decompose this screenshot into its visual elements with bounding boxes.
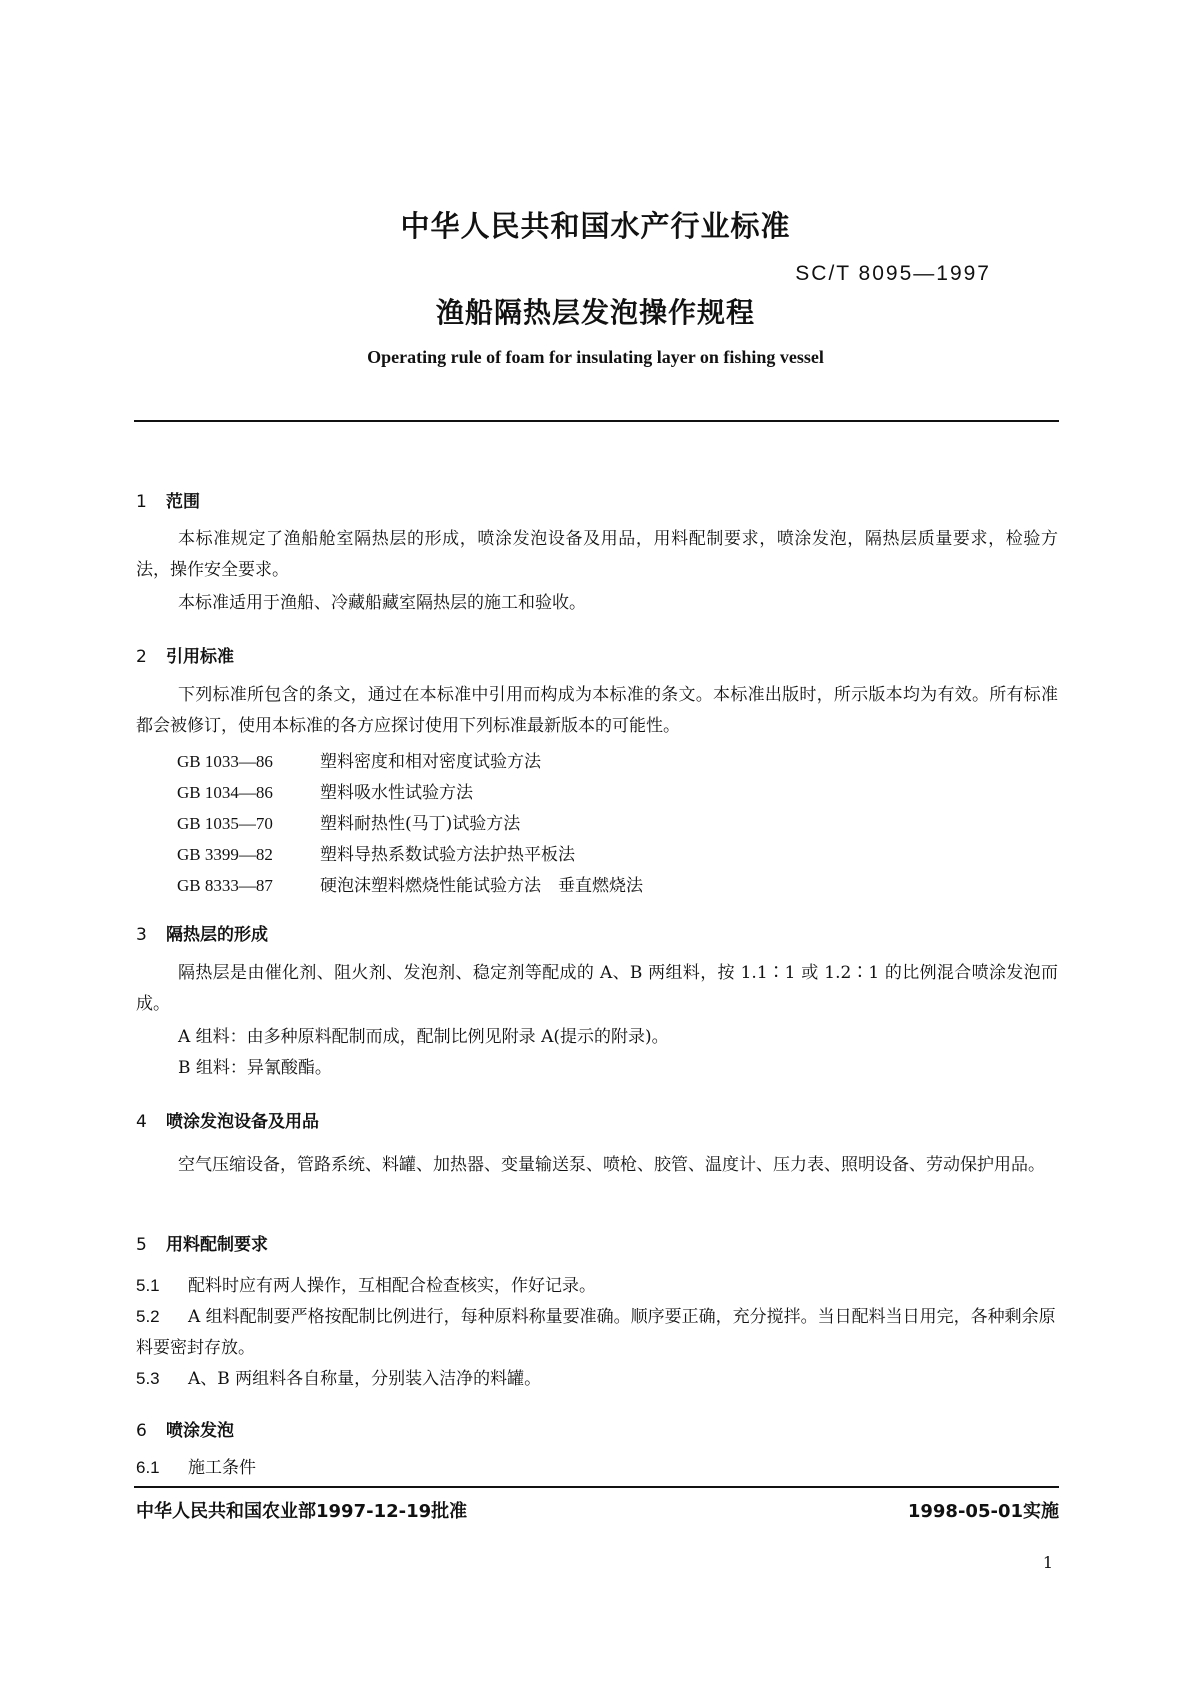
section-3-paragraph-1: 隔热层是由催化剂、阻火剂、发泡剂、稳定剂等配成的 A、B 两组料，按 1.1∶1 或 1.2∶1 的比例混合喷涂发泡而成。 [136,963,1058,1014]
clause-text: A 组料配制要严格按配制比例进行，每种原料称量要准确。顺序要正确，充分搅拌。当日配料当日用完，各种剩余原料要密封存放。 [136,1307,1056,1358]
section-title: 隔热层的形成 [166,925,268,945]
section-3-paragraph-2: A 组料：由多种原料配制而成，配制比例见附录 A(提示的附录)。 [178,1027,669,1047]
reference-name: 塑料耐热性(马丁)试验方法 [320,814,521,834]
reference-name: 塑料导热系数试验方法护热平板法 [320,845,575,865]
section-2-paragraph-1: 下列标准所包含的条文，通过在本标准中引用而构成为本标准的条文。本标准出版时，所示版本均为有效。所有标准都会被修订，使用本标准的各方应探讨使用下列标准最新版本的可能性。 [136,685,1058,736]
clause-5-3 [136,1363,1058,1395]
section-number: 6 [136,1421,147,1441]
clause-number: 5.3 [136,1369,160,1388]
reference-name: 塑料吸水性试验方法 [320,783,473,803]
section-4-heading [136,1107,319,1132]
reference-name: 硬泡沫塑料燃烧性能试验方法 垂直燃烧法 [320,876,643,896]
section-title: 引用标准 [166,647,234,667]
section-1-paragraph-1: 本标准规定了渔船舱室隔热层的形成，喷涂发泡设备及用品，用料配制要求，喷涂发泡，隔热层质量要求，检验方法，操作安全要求。 [136,529,1058,580]
clause-6-1 [136,1452,1058,1484]
section-number: 1 [136,492,147,512]
section-number: 3 [136,925,147,945]
reference-item [177,747,541,772]
effective-date: 1998-05-01实施 [907,1501,1059,1522]
section-1-heading [136,487,200,512]
clause-number: 5.2 [136,1307,160,1326]
section-6-heading [136,1416,234,1441]
section-2-heading [136,642,234,667]
section-1-paragraph-2: 本标准适用于渔船、冷藏船藏室隔热层的施工和验收。 [178,593,586,613]
section-3-heading [136,920,268,945]
reference-item [177,871,643,896]
reference-item [177,840,575,865]
section-3-paragraph-3: B 组料：异氰酸酯。 [178,1058,332,1078]
section-title: 喷涂发泡设备及用品 [166,1112,319,1132]
reference-code: GB 8333—87 [177,876,273,895]
clause-number: 5.1 [136,1276,160,1295]
reference-code: GB 1034—86 [177,783,273,802]
reference-code: GB 3399—82 [177,845,273,864]
clause-5-1 [136,1270,1058,1302]
reference-item [177,809,520,834]
section-number: 5 [136,1235,147,1255]
standard-number: SC/T 8095—1997 [795,262,991,285]
header-divider [134,420,1059,422]
issuer-title: 中华人民共和国水产行业标准 [400,209,791,243]
section-5-heading [136,1230,268,1255]
reference-code: GB 1033—86 [177,752,273,771]
clause-number: 6.1 [136,1458,160,1477]
section-number: 4 [136,1112,147,1132]
reference-item [177,778,473,803]
section-4-paragraph-1: 空气压缩设备，管路系统、料罐、加热器、变量输送泵、喷枪、胶管、温度计、压力表、照明设备、劳动保护用品。 [178,1155,1045,1175]
clause-text: 配料时应有两人操作，互相配合检查核实，作好记录。 [188,1276,596,1296]
footer-divider [134,1486,1059,1488]
section-title: 喷涂发泡 [166,1421,234,1441]
document-title-zh: 渔船隔热层发泡操作规程 [435,296,755,329]
clause-text: A、B 两组料各自称量，分别装入洁净的料罐。 [188,1369,542,1389]
reference-name: 塑料密度和相对密度试验方法 [320,752,541,772]
section-number: 2 [136,647,147,667]
section-title: 范围 [166,492,200,512]
section-title: 用料配制要求 [166,1235,268,1255]
approval-line: 中华人民共和国农业部1997-12-19批准 [136,1501,468,1522]
page-number: 1 [1042,1553,1053,1572]
clause-5-2 [136,1301,1058,1364]
clause-text: 施工条件 [188,1458,256,1478]
reference-code: GB 1035—70 [177,814,273,833]
document-title-en: Operating rule of foam for insulating layer on fishing vessel [367,347,824,367]
